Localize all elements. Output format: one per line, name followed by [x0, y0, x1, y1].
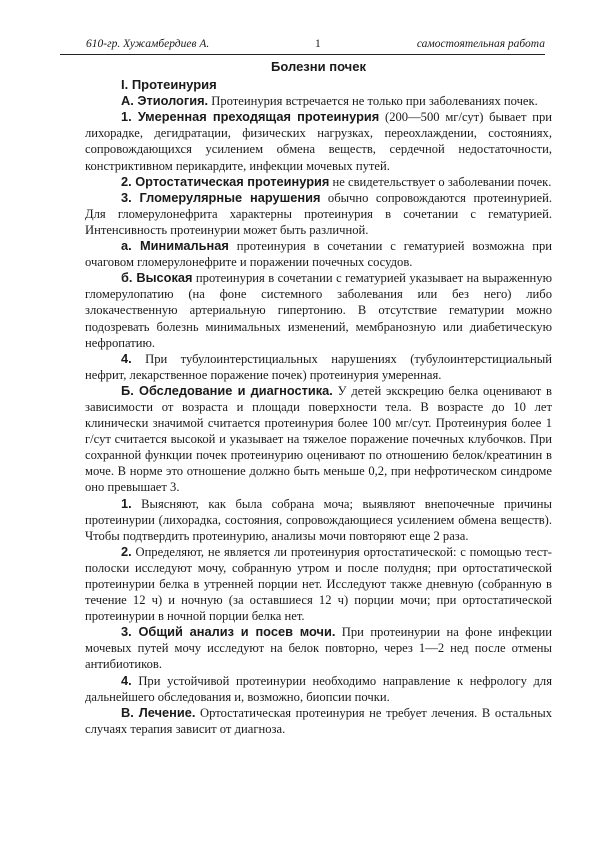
paragraph-text: протеинурия в сочетании с гематурией возможна при очаговом гломерулонефрите и поражении почечных сосудов.: [85, 239, 553, 270]
paragraph-lead: 4.: [121, 350, 132, 366]
paragraph-text: Протеинурия встречается не только при заболеваниях почек.: [208, 94, 538, 109]
page-header: [60, 36, 545, 55]
paragraph: [85, 383, 552, 496]
paragraph-text: (200—500 мг/сут) бывает при лихорадке, дегидратации, физических нагрузках, переохлаждении, состояниях, сопровождающихся усилением обмена веществ, сердечной недостаточности, констриктивном перикардите, инфекции мочевых путей.: [85, 110, 553, 173]
paragraph: [85, 109, 552, 173]
paragraph: [85, 544, 552, 624]
paragraph-list: [85, 93, 552, 737]
paragraph-lead: 1.: [121, 495, 132, 511]
paragraph-text: При протеинурии на фоне инфекции мочевых путей мочу исследуют на белок повторно, через 1—2 нед после отмены антибиотиков.: [85, 625, 552, 672]
paragraph-text: При устойчивой протеинурии необходимо направление к нефрологу для дальнейшего обследования и, возможно, биопсии почки.: [85, 673, 552, 704]
paragraph: [85, 351, 552, 383]
header-work-type: самостоятельная работа: [416, 38, 545, 50]
header-page-number: 1: [315, 38, 321, 50]
document-body: [85, 56, 552, 737]
paragraph-lead: 2.: [121, 543, 132, 559]
paragraph-lead: 2. Ортостатическая протеинурия: [121, 173, 330, 189]
paragraph-text: При тубулоинтерстициальных нарушениях (тубулоинтерстициальный нефрит, лекарственное поражение почек) протеинурия умеренная.: [85, 351, 552, 382]
paragraph-text: Ортостатическая протеинурия не требует лечения. В остальных случаях терапия зависит от диагноза.: [85, 705, 552, 736]
paragraph-lead: А. Этиология.: [121, 93, 209, 109]
paragraph: [85, 190, 552, 238]
paragraph-lead: Б. Обследование и диагностика.: [121, 382, 333, 398]
document-title: Болезни почек: [271, 59, 366, 74]
header-author: 610-гр. Хужамбердиев А.: [86, 38, 210, 50]
paragraph-text: не свидетельствует о заболевании почек.: [329, 174, 552, 189]
paragraph: [85, 673, 552, 705]
paragraph-text: У детей экскрецию белка оценивают в зависимости от возраста и площади поверхности тела. В возрасте до 10 лет клинически значимой считается протеинурия более 100 мг/сут. Протеинурия более 1 г/сут считается высокой и указывает на тяжелое поражение почечных клубочков. При сохранной функции почек протеинурию оценивают по отношению белок/креатинин в моче. В норме это отношение должно быть меньше 0,2, при нефротическом синдроме оно превышает 3.: [85, 383, 552, 495]
paragraph-text: Определяют, не является ли протеинурия ортостатической: с помощью тест-полоски исследуют мочу, собранную утром и после полудня; при ортостатической протеинурии белка в утренней порции нет. Исследуют также дневную (собранную в течение 12 ч) и ночную (за оставшиеся 12 ч) порции мочи; при ортостатической протеинурии в ночной порции белка нет.: [85, 544, 552, 624]
paragraph-lead: В. Лечение.: [121, 704, 196, 720]
paragraph: [85, 270, 552, 350]
paragraph-lead: 4.: [121, 672, 132, 688]
paragraph: [85, 238, 552, 270]
paragraph-lead: а. Минимальная: [121, 238, 229, 254]
paragraph: [85, 705, 552, 737]
paragraph: [85, 174, 552, 190]
paragraph-text: обычно сопровождаются протеинурией. Для гломерулонефрита характерны протеинурия в сочетании с гематурией. Интенсивность протеинурии может быть различной.: [85, 190, 552, 237]
paragraph-lead: 3. Общий анализ и посев мочи.: [121, 624, 336, 640]
paragraph-text: протеинурия в сочетании с гематурией указывает на выраженную гломерулопатию (на фоне системного заболевания или без него) либо злокачественную артериальную гипертонию. В отсутствие гематурии можно подозревать болезнь минимальных изменений, мембранозную или диабетическую нефропатию.: [85, 271, 552, 350]
paragraph-lead: 1. Умеренная преходящая протеинурия: [121, 109, 380, 125]
paragraph-lead: 3. Гломерулярные нарушения: [121, 189, 321, 205]
paragraph: [85, 624, 552, 672]
paragraph: [85, 496, 552, 544]
paragraph-lead: б. Высокая: [121, 270, 193, 286]
paragraph-text: Выясняют, как была собрана моча; выявляют внепочечные причины протеинурии (лихорадка, состояния, сопровождающиеся усилением обмена веществ). Чтобы подтвердить протеинурию, анализы мочи повторяют еще 2 раза.: [85, 496, 552, 543]
section-heading: I. Протеинурия: [121, 77, 217, 93]
paragraph: [85, 93, 552, 109]
